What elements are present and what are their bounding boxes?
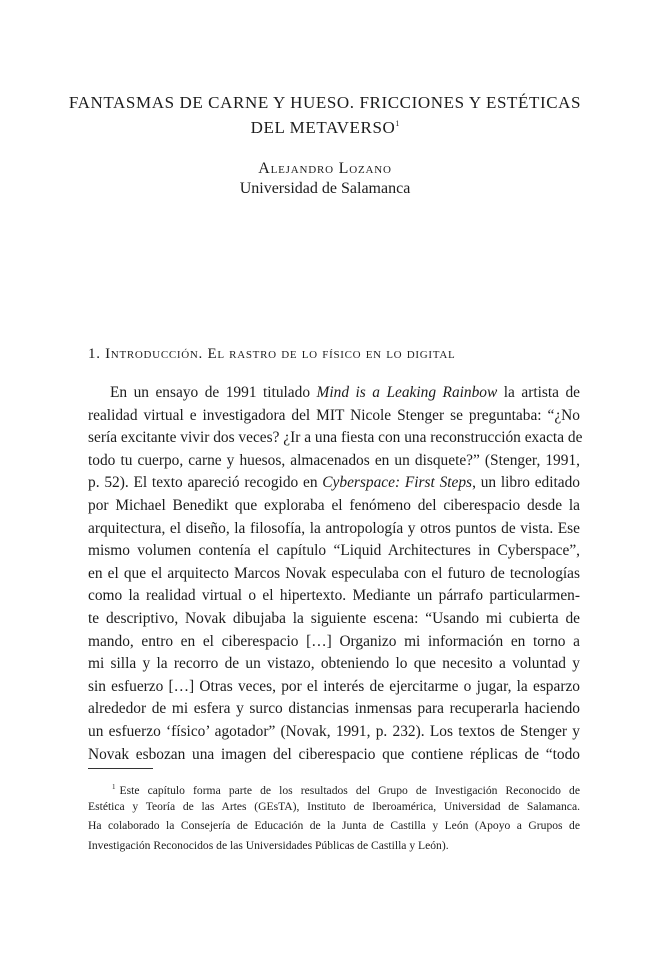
body-line [88,495,580,518]
body-text-run: como la realidad virtual o el hipertexto. Mediante un párrafo particularmen- [88,587,580,605]
body-text-run: p. 52). El texto apareció recogido en [88,474,323,492]
body-text-run: mismo volumen contenía el capítulo “Liquid Architectures in Cyberspace”, [88,542,580,560]
body-line [88,450,580,473]
body-text-run: realidad virtual e investigadora del MIT Nicole Stenger se preguntaba: “¿No [88,406,580,424]
body-line [88,472,580,495]
body-line [88,427,583,450]
body-line [88,563,580,586]
body-text-run: te descriptivo, Novak dibujaba la siguiente escena: “Usando mi cubierta de [88,609,580,627]
body-line [88,405,580,428]
body-line [88,631,580,654]
body-line [88,676,580,699]
footnote-marker: 1 [112,783,116,791]
author-affiliation: Universidad de Salamanca [239,180,411,197]
title-footnote-marker: 1 [395,119,400,128]
footnote-line [88,778,580,797]
body-text-run: alrededor de mi esfera y surco distancias inmensas para recuperarla haciendo [88,700,580,718]
body-line [88,744,580,767]
chapter-title [60,92,590,138]
body-line [88,382,580,405]
body-paragraph [88,382,583,766]
body-line [88,608,580,631]
body-line [88,518,580,541]
body-text-run: sería excitante vivir dos veces? ¿Ir a una fiesta con una reconstrucción exacta de [88,429,583,447]
chapter-title-line-1: FANTASMAS DE CARNE Y HUESO. FRICCIONES Y ESTÉTICAS [68,93,582,112]
body-text-run: mi silla y la recorro de un vistazo, obteniendo lo que necesito a voluntad y [88,655,580,673]
footnote-text: Investigación Reconocidos de las Universidades Públicas de Castilla y León). [88,838,449,852]
footnote-line [88,836,580,855]
author-name: Alejandro Lozano [258,160,392,177]
footnote-line [88,797,580,816]
body-line [88,721,580,744]
footnote-divider [88,768,153,769]
footnote [88,778,580,855]
footnote-text: Este capítulo forma parte de los resultados del Grupo de Investigación Reconocido de [119,784,580,797]
chapter-title-line-2: DEL METAVERSO [250,118,396,137]
body-text-run: en el que el arquitecto Marcos Novak especulaba con el futuro de tecnologías [88,564,580,582]
body-line [88,653,580,676]
body-text-run: Novak esbozan una imagen del ciberespacio que contiene réplicas de “todo [88,745,580,763]
section-heading: 1. Introducción. El rastro de lo físico en lo digital [88,346,456,362]
body-text-run: , un libro editado [472,474,581,492]
body-text-run: mando, entro en el ciberespacio […] Organizo mi información en torno a [88,632,580,650]
body-text-run: sin esfuerzo […] Otras veces, por el interés de ejercitarme o jugar, la esparzo [88,677,580,695]
book-title-italic: Cyberspace: First Steps [322,474,473,492]
footnote-line [88,816,580,835]
body-text-run: arquitectura, el diseño, la filosofía, la antropología y otros puntos de vista. Ese [88,519,580,537]
body-text-run: un esfuerzo ‘físico’ agotador” (Novak, 1991, p. 232). Los textos de Stenger y [88,722,580,740]
body-text-run: la artista de [497,384,580,401]
body-text-run: En un ensayo de 1991 titulado [110,384,317,401]
footnote-text: Estética y Teoría de las Artes (GEsTA), Instituto de Iberoamérica, Universidad de Salamanca. [88,800,580,814]
book-title-italic: Mind is a Leaking Rainbow [316,384,498,401]
body-line [88,540,580,563]
body-text-run: todo tu cuerpo, carne y huesos, almacenados en un disquete?” (Stenger, 1991, [88,451,580,469]
body-line [88,585,580,608]
footnote-text: Ha colaborado la Consejería de Educación de la Junta de Castilla y León (Apoyo a Grupos de [88,819,580,833]
body-text-run: por Michael Benedikt que exploraba el fenómeno del ciberespacio desde la [88,496,580,514]
body-line [88,698,580,721]
